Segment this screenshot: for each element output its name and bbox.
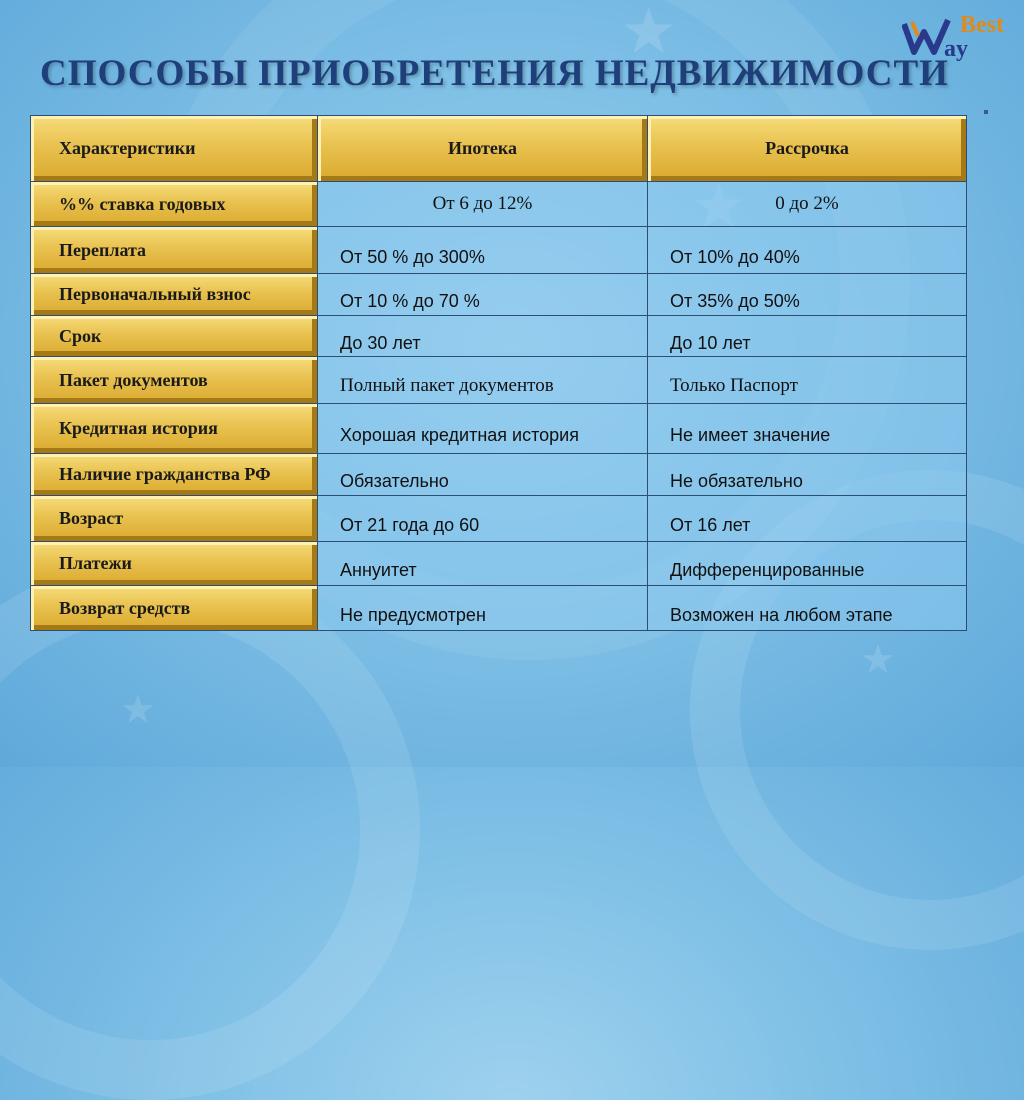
star-decoration: ★	[120, 687, 156, 733]
rassrochka-value: 0 до 2%	[648, 182, 967, 227]
star-decoration: ★	[620, 0, 678, 69]
row-label: Срок	[31, 316, 318, 357]
header-rassrochka: Рассрочка	[648, 116, 967, 182]
rassrochka-value: Не обязательно	[648, 454, 967, 496]
row-label: Платежи	[31, 542, 318, 586]
rassrochka-value: Только Паспорт	[648, 357, 967, 404]
rassrochka-value: От 10% до 40%	[648, 227, 967, 274]
header-characteristics: Характеристики	[31, 116, 318, 182]
rassrochka-value: Дифференцированные	[648, 542, 967, 586]
row-label: Возраст	[31, 496, 318, 542]
ipoteka-value: От 10 % до 70 %	[318, 274, 648, 316]
comparison-table	[30, 115, 967, 631]
table-row	[31, 274, 967, 316]
rassrochka-value: Не имеет значение	[648, 404, 967, 454]
row-label: Возврат средств	[31, 586, 318, 631]
row-label: Наличие гражданства РФ	[31, 454, 318, 496]
logo-ay-text: ay	[944, 36, 968, 62]
row-label: Первоначальный взнос	[31, 274, 318, 316]
header-ipoteka: Ипотека	[318, 116, 648, 182]
star-decoration: ★	[860, 637, 896, 683]
row-label: Переплата	[31, 227, 318, 274]
table-row	[31, 496, 967, 542]
ipoteka-value: От 50 % до 300%	[318, 227, 648, 274]
table-row	[31, 454, 967, 496]
ipoteka-value: От 21 года до 60	[318, 496, 648, 542]
ipoteka-value: Полный пакет документов	[318, 357, 648, 404]
page-title: СПОСОБЫ ПРИОБРЕТЕНИЯ НЕДВИЖИМОСТИ	[40, 53, 949, 94]
decorative-dot	[984, 110, 988, 114]
table-row	[31, 227, 967, 274]
table-row	[31, 316, 967, 357]
table-row	[31, 182, 967, 227]
row-label: Пакет документов	[31, 357, 318, 404]
ipoteka-value: Обязательно	[318, 454, 648, 496]
table-row	[31, 586, 967, 631]
ipoteka-value: Аннуитет	[318, 542, 648, 586]
table-header-row	[31, 116, 967, 182]
rassrochka-value: От 16 лет	[648, 496, 967, 542]
rassrochka-value: Возможен на любом этапе	[648, 586, 967, 631]
row-label: %% ставка годовых	[31, 182, 318, 227]
ipoteka-value: До 30 лет	[318, 316, 648, 357]
ipoteka-value: От 6 до 12%	[318, 182, 648, 227]
table-row	[31, 542, 967, 586]
row-label: Кредитная история	[31, 404, 318, 454]
rassrochka-value: От 35% до 50%	[648, 274, 967, 316]
rassrochka-value: До 10 лет	[648, 316, 967, 357]
table-row	[31, 357, 967, 404]
ipoteka-value: Хорошая кредитная история	[318, 404, 648, 454]
table-row	[31, 404, 967, 454]
background-ring	[0, 560, 420, 1100]
ipoteka-value: Не предусмотрен	[318, 586, 648, 631]
logo-best-text: Best	[960, 12, 1004, 38]
